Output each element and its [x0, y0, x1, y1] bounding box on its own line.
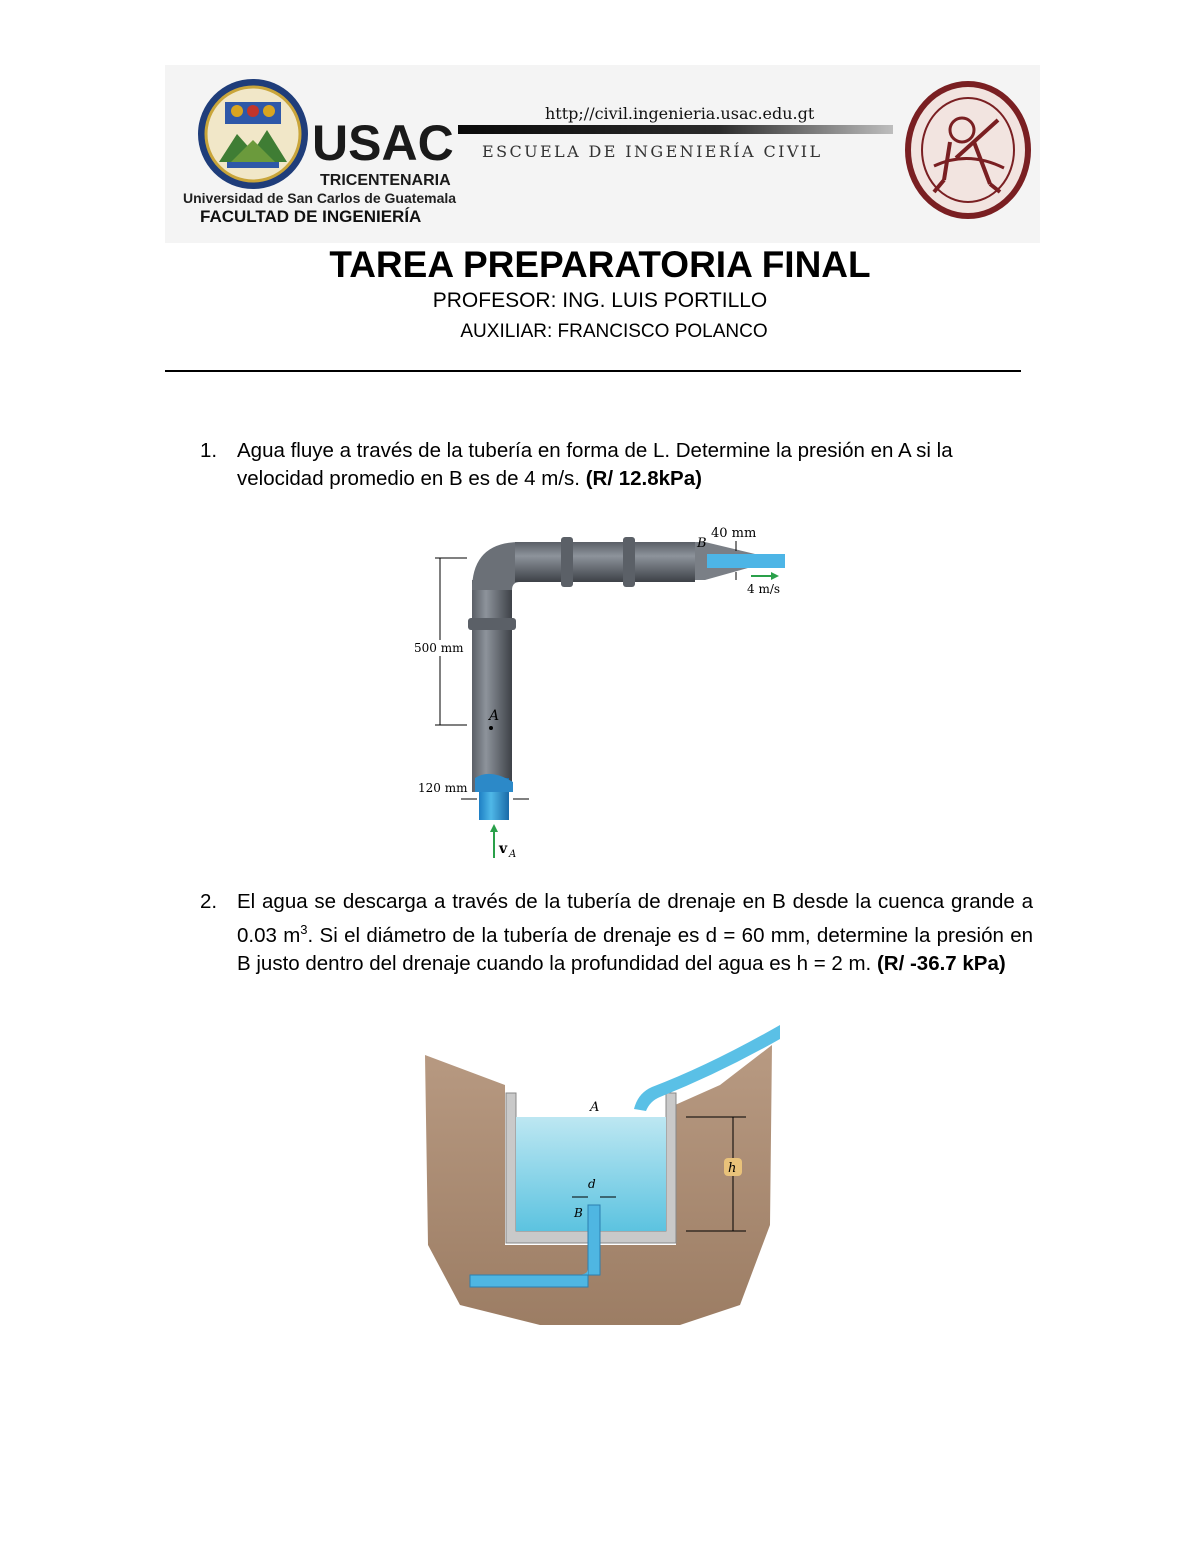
question-text: Agua fluye a través de la tubería en forma de L. Determine la presión en A si la velocidad promedio en B es de 4 m/s.: [237, 439, 953, 490]
school-name: ESCUELA DE INGENIERÍA CIVIL: [482, 142, 823, 161]
diameter-d-label: d: [588, 1177, 596, 1191]
tricentenaria-label: TRICENTENARIA: [320, 172, 451, 189]
point-b-label: B: [697, 536, 707, 551]
question-text-part2: . Si el diámetro de la tubería de drenaje es d = 60 mm, determine la presión en B justo dentro del drenaje cuando la profundidad del agua es h = 2 m.: [237, 923, 1034, 975]
point-a-label: A: [489, 708, 500, 724]
school-url: http;//civil.ingenieria.usac.edu.gt: [545, 104, 815, 123]
question-answer: (R/ 12.8kPa): [585, 467, 702, 490]
question-text-part1: El agua se descarga a través de la tubería de drenaje en B desde la cuenca grande a 0.03 m: [237, 890, 1033, 947]
header-rule: [458, 125, 893, 134]
page-title: TAREA PREPARATORIA FINAL: [329, 244, 871, 285]
dim-500mm-label: 500 mm: [414, 641, 464, 655]
usac-seal-icon: [197, 78, 309, 190]
velocity-va-subscript: A: [509, 849, 517, 860]
dim-120mm-label: 120 mm: [418, 781, 468, 795]
faculty-seal-icon: [904, 80, 1032, 220]
title-divider: [165, 370, 1021, 372]
assistant-line: AUXILIAR: FRANCISCO POLANCO: [460, 321, 768, 342]
drain-basin-figure: [420, 1025, 780, 1330]
professor-line: PROFESOR: ING. LUIS PORTILLO: [432, 289, 768, 312]
usac-wordmark: USAC: [312, 115, 454, 171]
dim-40mm-label: 40 mm: [711, 526, 757, 541]
point-a-label: A: [590, 1100, 600, 1115]
l-pipe-figure: [405, 520, 805, 865]
question-body: [237, 888, 1033, 978]
velocity-va-label: v: [499, 841, 508, 857]
question-body: [237, 437, 1033, 493]
velocity-4ms-label: 4 m/s: [747, 582, 781, 596]
question-number: 1.: [200, 439, 218, 462]
university-name: Universidad de San Carlos de Guatemala: [183, 190, 457, 206]
cubic-superscript: 3: [300, 922, 308, 937]
faculty-name: FACULTAD DE INGENIERÍA: [200, 207, 422, 226]
question-answer: (R/ -36.7 kPa): [876, 951, 1006, 975]
depth-h-label: h: [728, 1161, 737, 1176]
point-b-label: B: [574, 1206, 583, 1220]
question-number: 2.: [200, 890, 218, 913]
